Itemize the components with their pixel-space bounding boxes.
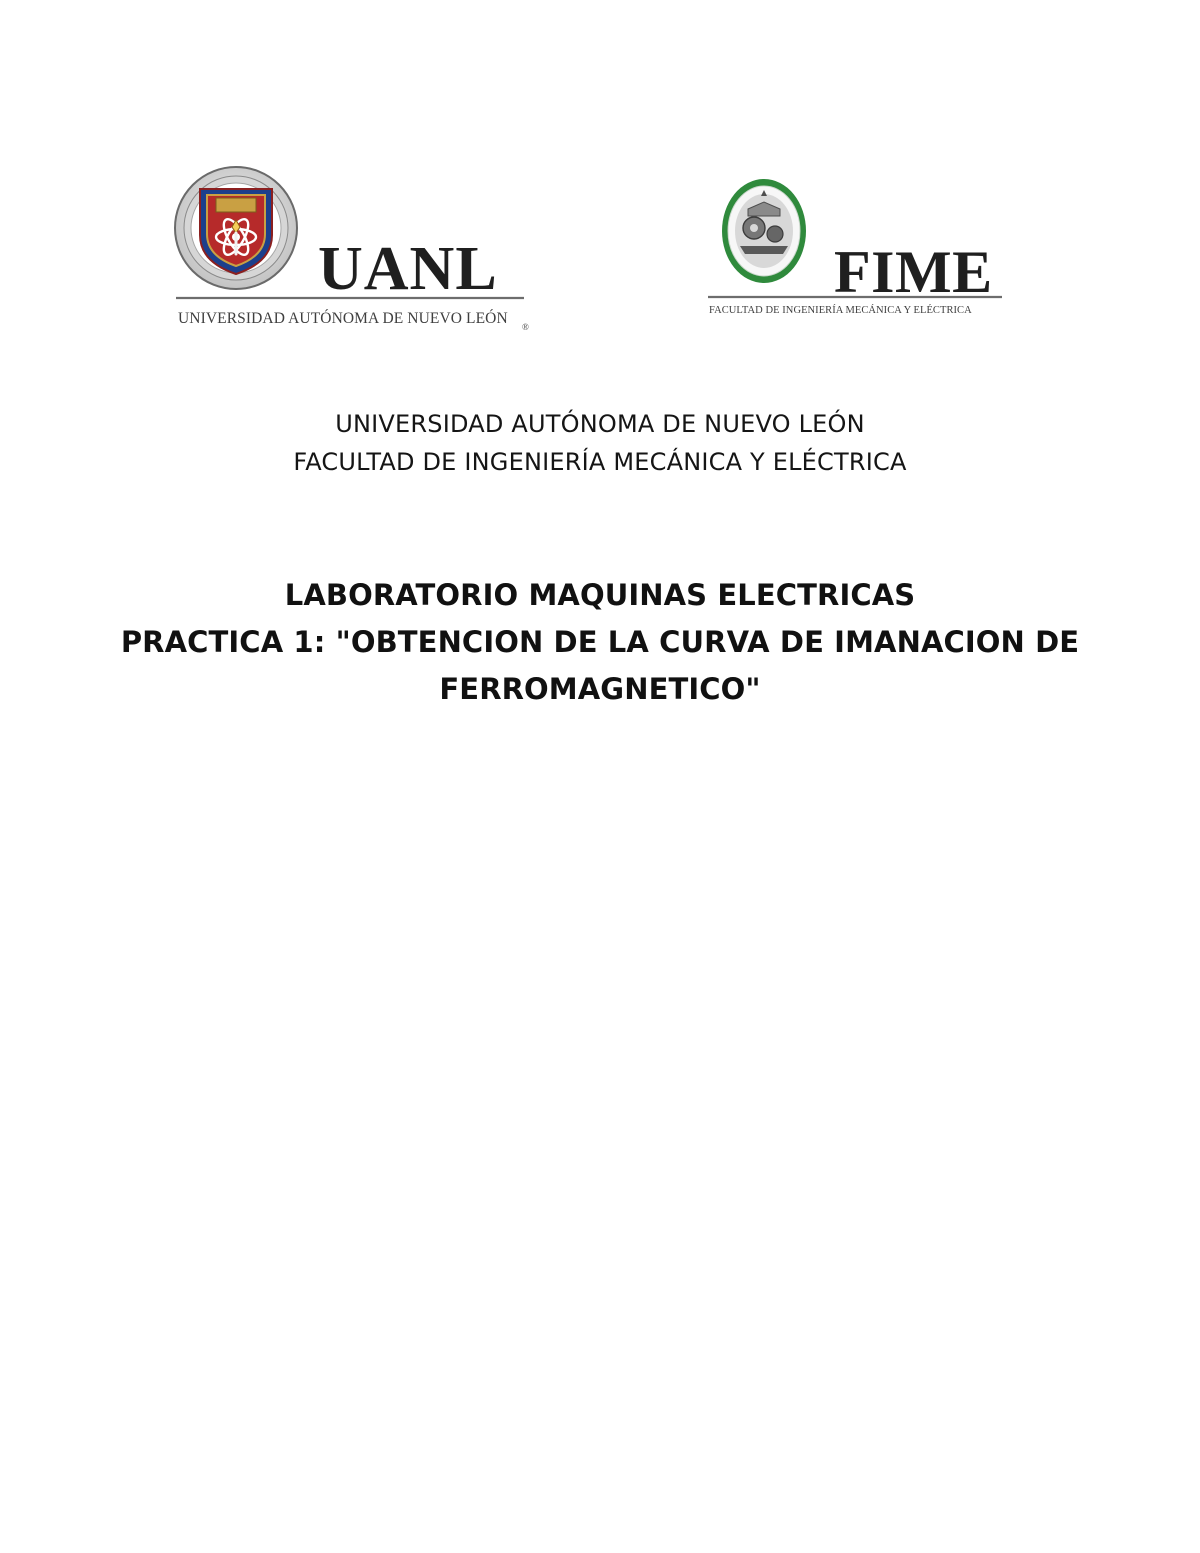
fime-caption: FACULTAD DE INGENIERÍA MECÁNICA Y ELÉCTRICA bbox=[709, 305, 972, 316]
fime-wordmark: FIME bbox=[834, 239, 993, 305]
uanl-logo bbox=[172, 164, 532, 336]
university-name: UNIVERSIDAD AUTÓNOMA DE NUEVO LEÓN bbox=[335, 410, 865, 438]
faculty-name: FACULTAD DE INGENIERÍA MECÁNICA Y ELÉCTRICA bbox=[293, 448, 907, 476]
uanl-seal bbox=[175, 167, 297, 289]
fime-seal bbox=[722, 179, 806, 283]
lab-title: LABORATORIO MAQUINAS ELECTRICAS bbox=[284, 578, 916, 612]
fime-logo bbox=[704, 176, 1008, 322]
registered-mark: ® bbox=[522, 322, 529, 332]
uanl-caption: UNIVERSIDAD AUTÓNOMA DE NUEVO LEÓN bbox=[178, 310, 508, 327]
practice-title-line-2: FERROMAGNETICO" bbox=[439, 672, 761, 706]
practice-title-line-1: PRACTICA 1: "OBTENCION DE LA CURVA DE IMANACION DE bbox=[120, 625, 1080, 659]
uanl-wordmark: UANL bbox=[318, 235, 498, 303]
institution-header bbox=[0, 405, 1200, 481]
document-title bbox=[0, 572, 1200, 713]
